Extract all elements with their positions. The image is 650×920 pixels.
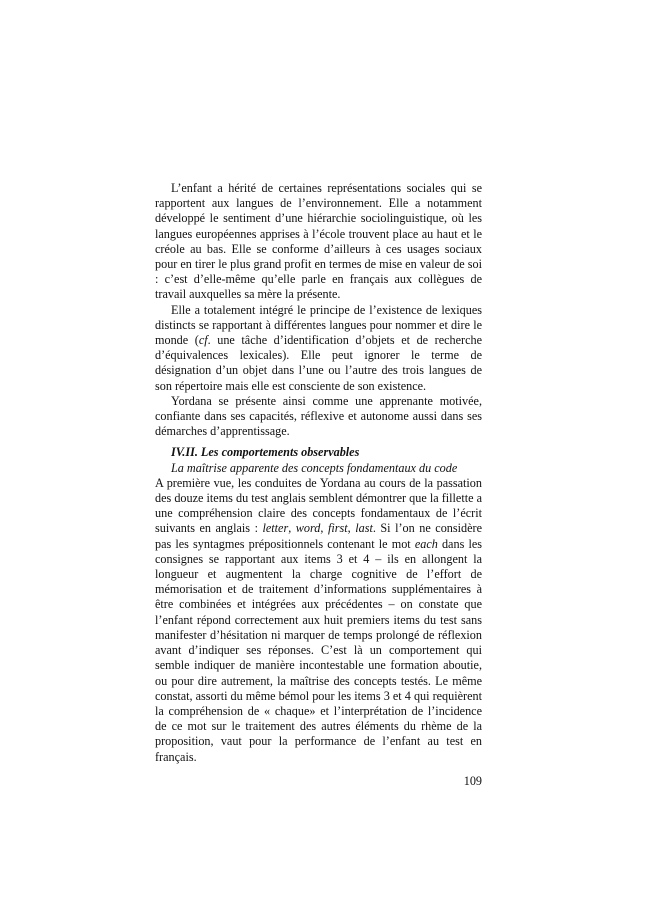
section-heading: IV.II. Les comportements observables xyxy=(171,445,360,460)
text-segment: dans les consignes se rapportant aux items 3 et 4 – ils en allongent la longueur et augmentent la charge cognitive de l’effort de mémorisation et de traitement d’informations supplémentaires à être combinées et intégrées aux précédentes – on constate que l’enfant répond correctement aux huit premiers items du test sans manifester d’hésitation ni marquer de temps prolongé de réflexion avant d’indiquer ses réponses. C’est là un comportement qui semble indiquer de manière incontestable une formation aboutie, ou pour dire autrement, la maîtrise des concepts testés. Le même constat, assorti du même bémol pour les items 3 et 4 qui requièrent la compréhension de « chaque» et l’interprétation de l’incidence de ce mot sur le traitement des autres éléments du rhème de la proposition, vaut pour la performance de l’enfant au test en français. xyxy=(155,536,482,764)
term-last: last xyxy=(355,521,373,536)
term-each: each xyxy=(414,536,438,551)
text-segment: . Si l’on ne considère pas les syntagmes prépositionnels contenant le mot xyxy=(155,521,482,551)
body-text xyxy=(155,181,482,765)
separator: , xyxy=(347,521,356,536)
paragraph-lexiques xyxy=(155,303,482,394)
paragraph-lexiques-end: . une tâche d’identification d’objets et de recherche d’équivalences lexicales). Elle peut ignorer le terme de désignation d’un objet dans l’une ou l’autre des trois langues de son répertoire mais elle est consciente de son existence. xyxy=(155,333,482,393)
term-first: first xyxy=(327,521,348,536)
cf-abbreviation: cf xyxy=(198,333,208,348)
page-number: 109 xyxy=(463,774,482,788)
paragraph-lexiques-start: Elle a totalement intégré le principe de l’existence de lexiques distincts se rapportant à différentes langues pour nommer et dire le monde ( xyxy=(155,302,482,348)
separator: , xyxy=(320,521,328,536)
paragraph-apprenante: Yordana se présente ainsi comme une apprenante motivée, confiante dans ses capacités, réflexive et autonome aussi dans ses démarches d’apprentissage. xyxy=(155,393,482,439)
section-subheading: La maîtrise apparente des concepts fondamentaux du code xyxy=(171,460,458,475)
text-segment: A première vue, les conduites de Yordana au cours de la passation des douze items du test anglais semblent démontrer que la fillette a une compréhension claire des concepts fondamentaux de l’écrit suivants en anglais : xyxy=(155,475,482,536)
paragraph-comportements xyxy=(155,476,482,765)
paragraph-representations: L’enfant a hérité de certaines représentations sociales qui se rapportent aux langues de l’environnement. Elle a notamment développé le sentiment d’une hiérarchie sociolinguistique, où les langues européennes apprises à l’école trouvent place au haut et le créole au bas. Elle se conforme d’ailleurs à ces usages sociaux pour en tirer le plus grand profit en termes de mise en valeur de soi : c’est d’elle-même qu’elle parle en français aux collègues de travail auxquelles sa mère la présente. xyxy=(155,181,482,302)
term-word: word xyxy=(295,521,321,536)
term-letter: letter xyxy=(262,521,289,536)
separator: , xyxy=(288,521,296,536)
